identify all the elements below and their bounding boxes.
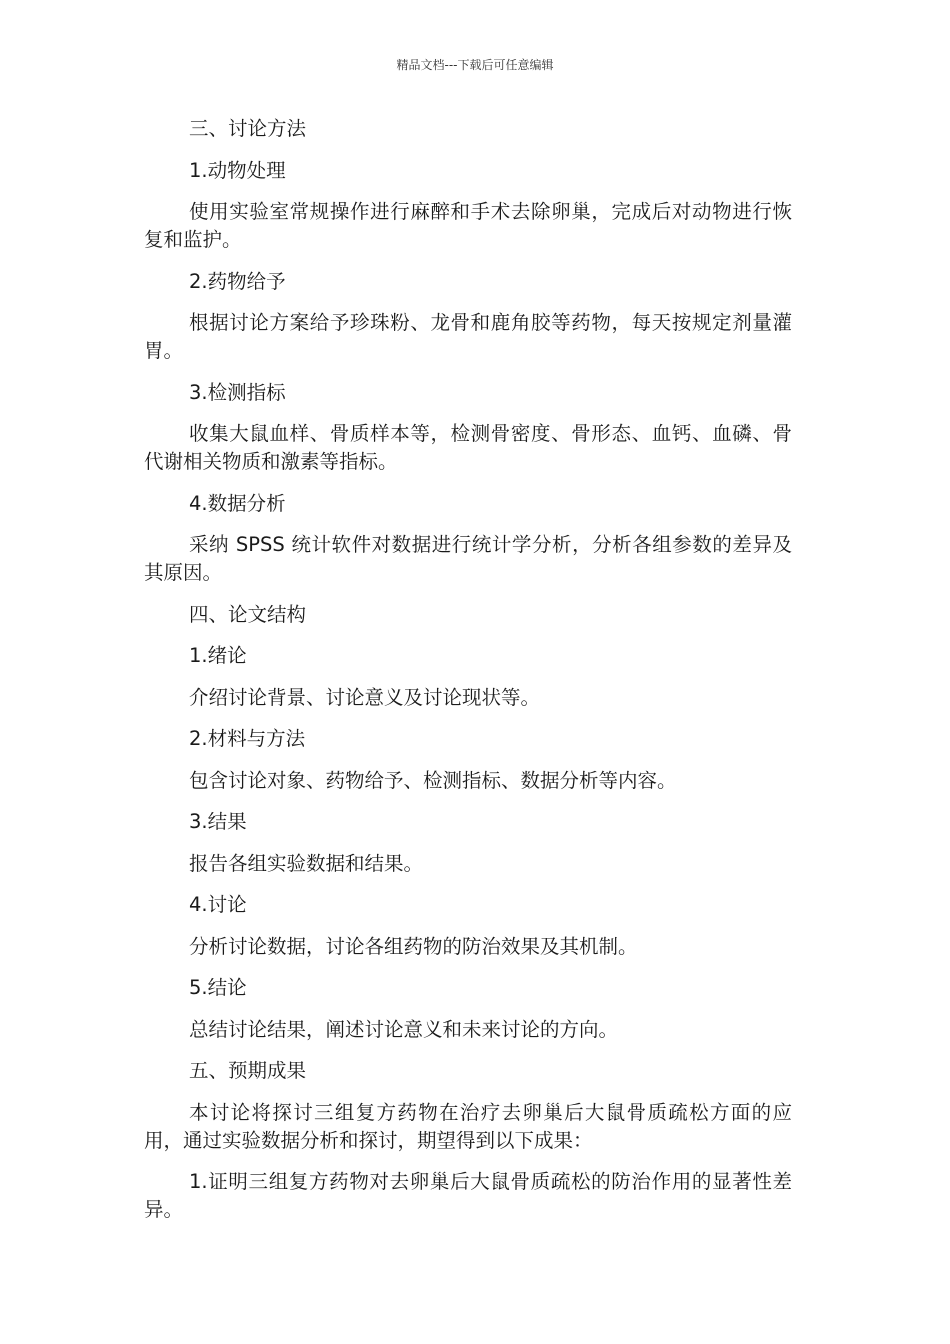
paragraph-materials-methods: 包含讨论对象、药物给予、检测指标、数据分析等内容。 bbox=[189, 768, 677, 792]
paragraph-introduction: 介绍讨论背景、讨论意义及讨论现状等。 bbox=[189, 685, 541, 709]
paragraph-drug-administration: 根据讨论方案给予珍珠粉、龙骨和鹿角胶等药物，每天按规定剂量灌胃。 bbox=[144, 311, 792, 362]
subheading-test-indicators: 3.检测指标 bbox=[189, 380, 286, 404]
paragraph-animal-treatment: 使用实验室常规操作进行麻醉和手术去除卵巢，完成后对动物进行恢复和监护。 bbox=[144, 200, 792, 251]
subheading-introduction: 1.绪论 bbox=[189, 644, 247, 667]
subheading-data-analysis: 4.数据分析 bbox=[189, 491, 286, 515]
paragraph-results: 报告各组实验数据和结果。 bbox=[189, 851, 424, 875]
document-body bbox=[144, 115, 792, 1238]
page-header: 精品文档---下载后可任意编辑 bbox=[396, 58, 554, 72]
subheading-materials-methods: 2.材料与方法 bbox=[189, 727, 306, 750]
paragraph-expected-outcomes: 本讨论将探讨三组复方药物在治疗去卵巢后大鼠骨质疏松方面的应用，通过实验数据分析和探讨，期望得到以下成果： bbox=[144, 1100, 792, 1152]
paragraph-discussion: 分析讨论数据，讨论各组药物的防治效果及其机制。 bbox=[189, 934, 638, 958]
section-heading-structure: 四、论文结构 bbox=[189, 602, 307, 626]
paragraph-outcome-1: 1.证明三组复方药物对去卵巢后大鼠骨质疏松的防治作用的显著性差异。 bbox=[144, 1170, 792, 1221]
subheading-results: 3.结果 bbox=[189, 810, 247, 833]
paragraph-test-indicators: 收集大鼠血样、骨质样本等，检测骨密度、骨形态、血钙、血磷、骨代谢相关物质和激素等指标。 bbox=[144, 422, 792, 473]
subheading-conclusion: 5.结论 bbox=[189, 976, 247, 999]
subheading-discussion: 4.讨论 bbox=[189, 893, 247, 916]
section-heading-expected-outcomes: 五、预期成果 bbox=[189, 1059, 307, 1082]
paragraph-conclusion: 总结讨论结果，阐述讨论意义和未来讨论的方向。 bbox=[189, 1017, 619, 1041]
paragraph-data-analysis: 采纳 SPSS 统计软件对数据进行统计学分析，分析各组参数的差异及其原因。 bbox=[144, 533, 792, 584]
subheading-drug-administration: 2.药物给予 bbox=[189, 269, 286, 293]
subheading-animal-treatment: 1.动物处理 bbox=[189, 158, 286, 182]
section-heading-methods: 三、讨论方法 bbox=[189, 117, 307, 140]
